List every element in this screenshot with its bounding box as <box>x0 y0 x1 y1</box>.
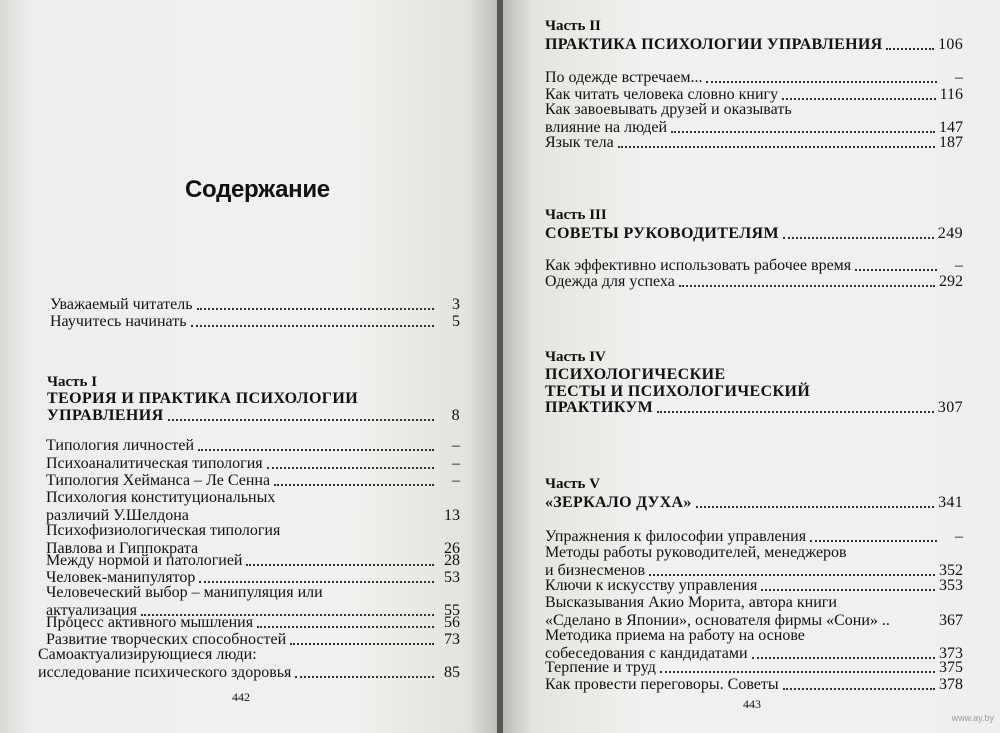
part-label: Часть IV <box>545 349 606 365</box>
toc-entry: Как читать человека словно книгу 116 <box>545 86 963 103</box>
toc-entry: Между нормой и патологией 28 <box>46 552 460 569</box>
part-title-row: «ЗЕРКАЛО ДУХА» 341 <box>545 494 963 511</box>
toc-entry: Самоактуализирующиеся люди: исследование психического здоровья 85 <box>38 646 460 681</box>
toc-entry: Типология личностей – <box>46 437 460 454</box>
toc-entry: Развитие творческих способностей 73 <box>46 631 460 648</box>
toc-entry: По одежде встречаем... – <box>545 69 963 86</box>
toc-entry: Методика приема на работу на основе собеседования с кандидатами 373 <box>545 627 963 662</box>
left-page <box>0 0 497 733</box>
toc-entry: Человеческий выбор – манипуляция или актуализация 55 <box>46 584 460 619</box>
right-page <box>503 0 1000 733</box>
part-title: ПСИХОЛОГИЧЕСКИЕ <box>545 366 726 383</box>
part-label: Часть I <box>47 374 98 390</box>
part-title-row: ПРАКТИКУМ 307 <box>545 399 963 416</box>
toc-entry: Человек-манипулятор 53 <box>46 569 460 586</box>
part-title: ТЕОРИЯ И ПРАКТИКА ПСИХОЛОГИИ <box>47 390 359 407</box>
page-number: 443 <box>743 697 761 711</box>
part-label: Часть V <box>545 476 601 492</box>
part-title: ТЕСТЫ И ПСИХОЛОГИЧЕСКИЙ <box>545 383 811 400</box>
toc-entry: Терпение и труд 375 <box>545 659 963 676</box>
watermark: www.ay.by <box>951 713 994 723</box>
toc-entry: Ключи к искусству управления 353 <box>545 577 963 594</box>
toc-entry: Психология конституциональных различий У.Шелдона 13 <box>46 489 460 524</box>
toc-entry: Высказывания Акио Морита, автора книги «Сделано в Японии», основателя фирмы «Сони» .. 367 <box>545 594 963 629</box>
part-title-row: ПРАКТИКА ПСИХОЛОГИИ УПРАВЛЕНИЯ 106 <box>545 36 963 53</box>
toc-entry: Как эффективно использовать рабочее время – <box>545 257 963 274</box>
toc-entry: Одежда для успеха 292 <box>545 273 963 290</box>
part-title-row: СОВЕТЫ РУКОВОДИТЕЛЯМ 249 <box>545 225 963 242</box>
toc-entry: Как провести переговоры. Советы 378 <box>545 676 963 693</box>
part-label: Часть II <box>545 18 601 34</box>
toc-entry: Научитесь начинать 5 <box>50 313 460 330</box>
toc-entry: Упражнения к философии управления – <box>545 528 963 545</box>
contents-title: Содержание <box>185 176 330 203</box>
toc-entry: Процесс активного мышления 56 <box>46 614 460 631</box>
toc-entry: Типология Хейманса – Ле Сенна – <box>46 472 460 489</box>
toc-entry: Уважаемый читатель 3 <box>50 296 460 313</box>
page-number: 442 <box>232 690 250 704</box>
toc-entry: Методы работы руководителей, менеджеров и бизнесменов 352 <box>545 544 963 579</box>
part-title-row: УПРАВЛЕНИЯ 8 <box>47 407 460 424</box>
toc-entry: Психоаналитическая типология – <box>46 455 460 472</box>
toc-entry: Как завоевывать друзей и оказывать влияние на людей 147 <box>545 101 963 136</box>
part-label: Часть III <box>545 207 607 223</box>
toc-entry: Язык тела 187 <box>545 134 963 151</box>
toc-entry: Психофизиологическая типология Павлова и Гиппократа 26 <box>46 522 460 557</box>
